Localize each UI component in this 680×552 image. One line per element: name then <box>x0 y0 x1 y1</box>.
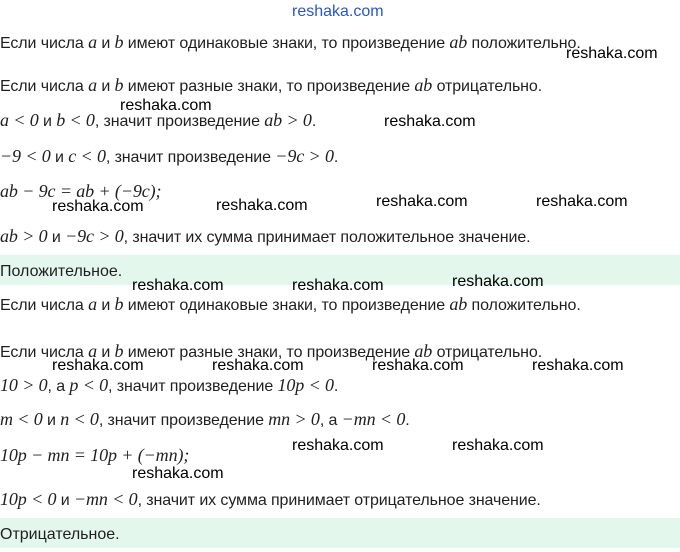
watermark: reshaka.com <box>452 273 544 290</box>
text-line-5: ab − 9c = ab + (−9c); <box>0 181 162 201</box>
text-line-12: 10p < 0 и −mn < 0, значит их сумма принимает отрицательное значение. <box>0 489 541 509</box>
answer-text-2: Отрицательное. <box>0 526 120 543</box>
watermark: reshaka.com <box>376 193 468 210</box>
watermark: reshaka.com <box>52 198 144 215</box>
text-line-9: 10 > 0, а p < 0, значит произведение 10p < 0. <box>0 375 339 395</box>
watermark: reshaka.com <box>532 357 624 374</box>
text-line-8: Если числа a и b имеют разные знаки, то произведение ab отрицательно. <box>0 341 543 361</box>
watermark: reshaka.com <box>566 45 658 62</box>
watermark: reshaka.com <box>536 193 628 210</box>
watermark: reshaka.com <box>132 277 224 294</box>
answer-text-1: Положительное. <box>0 263 123 280</box>
text-line-10: m < 0 и n < 0, значит произведение mn > 0, а −mn < 0. <box>0 409 410 429</box>
text-line-7: Если числа a и b имеют одинаковые знаки, то произведение ab положительно. <box>0 294 581 314</box>
watermark: reshaka.com <box>216 197 308 214</box>
text-line-4: −9 < 0 и c < 0, значит произведение −9c > 0. <box>0 146 339 166</box>
watermark-top: reshaka.com <box>292 3 384 20</box>
watermark: reshaka.com <box>384 113 476 130</box>
watermark: reshaka.com <box>132 465 224 482</box>
watermark: reshaka.com <box>372 357 464 374</box>
watermark: reshaka.com <box>120 97 212 114</box>
watermark: reshaka.com <box>452 437 544 454</box>
text-line-1: Если числа a и b имеют одинаковые знаки, то произведение ab положительно. <box>0 32 581 52</box>
watermark: reshaka.com <box>52 357 144 374</box>
watermark: reshaka.com <box>292 277 384 294</box>
text-line-2: Если числа a и b имеют разные знаки, то произведение ab отрицательно. <box>0 75 543 95</box>
watermark: reshaka.com <box>292 437 384 454</box>
text-line-3: a < 0 и b < 0, значит произведение ab > 0. <box>0 110 317 130</box>
text-line-6: ab > 0 и −9c > 0, значит их сумма принимает положительное значение. <box>0 226 531 246</box>
text-line-11: 10p − mn = 10p + (−mn); <box>0 445 190 465</box>
watermark: reshaka.com <box>212 357 304 374</box>
